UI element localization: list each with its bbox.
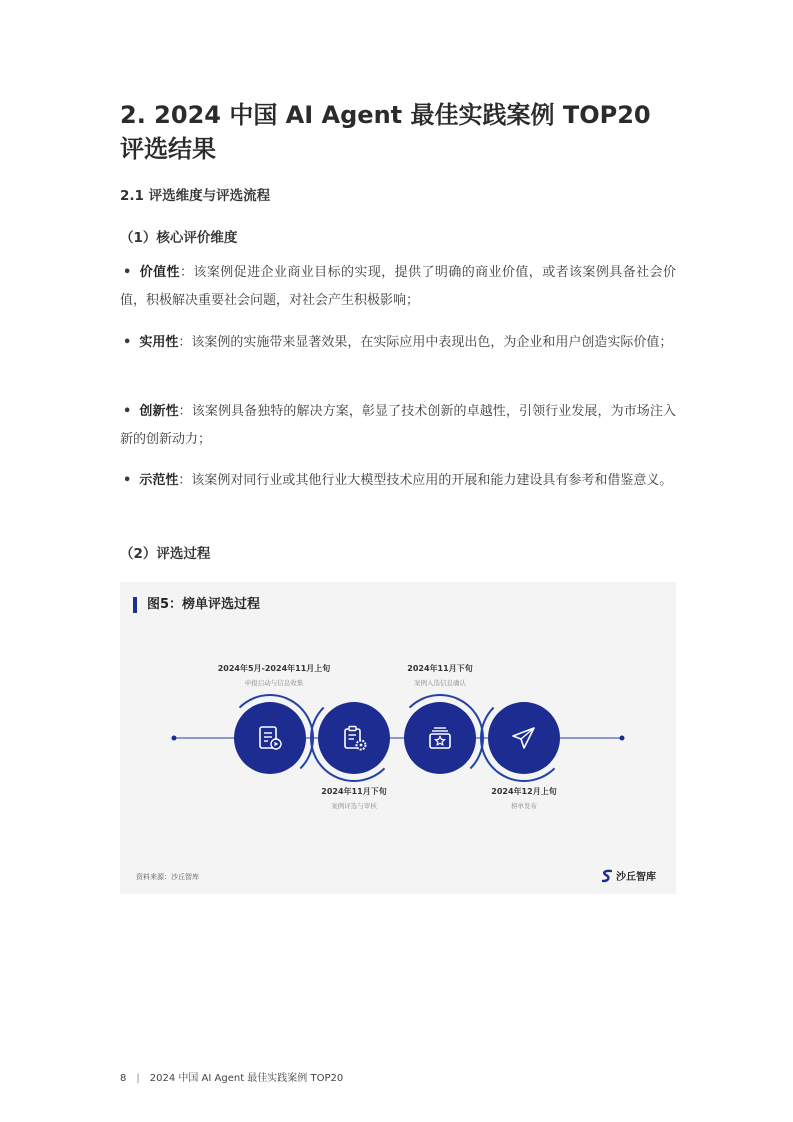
bullet-demonstration: • 示范性：该案例对同行业或其他行业大模型技术应用的开展和能力建设具有参考和借鉴意义。 [123, 473, 673, 488]
bullet-value: • 价值性：该案例促进企业商业目标的实现，提供了明确的商业价值，或者该案例具备社会价值，积极解决重要社会问题，对社会产生积极影响； [120, 265, 676, 308]
bullet-term: 实用性 [139, 335, 179, 350]
step-3-desc: 案例入选信息确认 [414, 679, 466, 687]
page-number: 8 [120, 1073, 127, 1084]
bullet-text: ：该案例具备独特的解决方案，彰显了技术创新的卓越性，引领行业发展，为市场注入新的创新动力； [120, 404, 676, 447]
step-4-desc: 榜单发布 [511, 802, 537, 810]
step-node-3 [404, 702, 476, 774]
bullet-text: ：该案例对同行业或其他行业大模型技术应用的开展和能力建设具有参考和借鉴意义。 [178, 473, 673, 488]
page-title: 2. 2024 中国 AI Agent 最佳实践案例 TOP20 评选结果 [120, 101, 651, 163]
footer-separator: | [136, 1073, 140, 1084]
process-figure [120, 582, 676, 894]
sand-logo-icon [601, 869, 613, 883]
subsection-heading-process: （2）评选过程 [120, 546, 211, 562]
bullet-term: 创新性 [139, 404, 179, 419]
section-heading: 2.1 评选维度与评选流程 [120, 188, 271, 204]
bullet-term: 示范性 [139, 473, 179, 488]
paper-plane-icon [509, 723, 539, 753]
figure-title: 图5：榜单评选过程 [133, 597, 260, 613]
step-2-date: 2024年11月下旬 [321, 787, 387, 796]
figure-source: 资料来源：沙丘智库 [136, 873, 199, 881]
bullet-innovation: • 创新性：该案例具备独特的解决方案，彰显了技术创新的卓越性，引领行业发展，为市场注入新的创新动力； [120, 404, 676, 447]
step-node-4 [488, 702, 560, 774]
page-footer [120, 1069, 343, 1084]
document-play-icon [255, 723, 285, 753]
step-4-date: 2024年12月上旬 [491, 787, 557, 796]
subsection-heading-dimensions: （1）核心评价维度 [120, 230, 238, 246]
step-1-date: 2024年5月-2024年11月上旬 [217, 664, 331, 673]
bullet-text: ：该案例的实施带来显著效果，在实际应用中表现出色，为企业和用户创造实际价值； [178, 335, 673, 350]
step-node-1 [234, 702, 306, 774]
step-2-desc: 案例评选与审核 [331, 802, 377, 810]
footer-title: 2024 中国 AI Agent 最佳实践案例 TOP20 [149, 1073, 344, 1084]
box-star-icon [425, 723, 455, 753]
step-3-date: 2024年11月下旬 [407, 664, 473, 673]
brand-logo [601, 868, 656, 883]
logo-text: 沙丘智库 [616, 872, 656, 883]
step-1-desc: 申报启动与信息收集 [244, 679, 304, 687]
bullet-text: ：该案例促进企业商业目标的实现，提供了明确的商业价值，或者该案例具备社会价值，积极解决重要社会问题，对社会产生积极影响； [120, 265, 676, 308]
clipboard-gear-icon [339, 723, 369, 753]
bullet-term: 价值性 [139, 265, 180, 280]
step-node-2 [318, 702, 390, 774]
bullet-practicality: • 实用性：该案例的实施带来显著效果，在实际应用中表现出色，为企业和用户创造实际价值； [123, 335, 673, 350]
